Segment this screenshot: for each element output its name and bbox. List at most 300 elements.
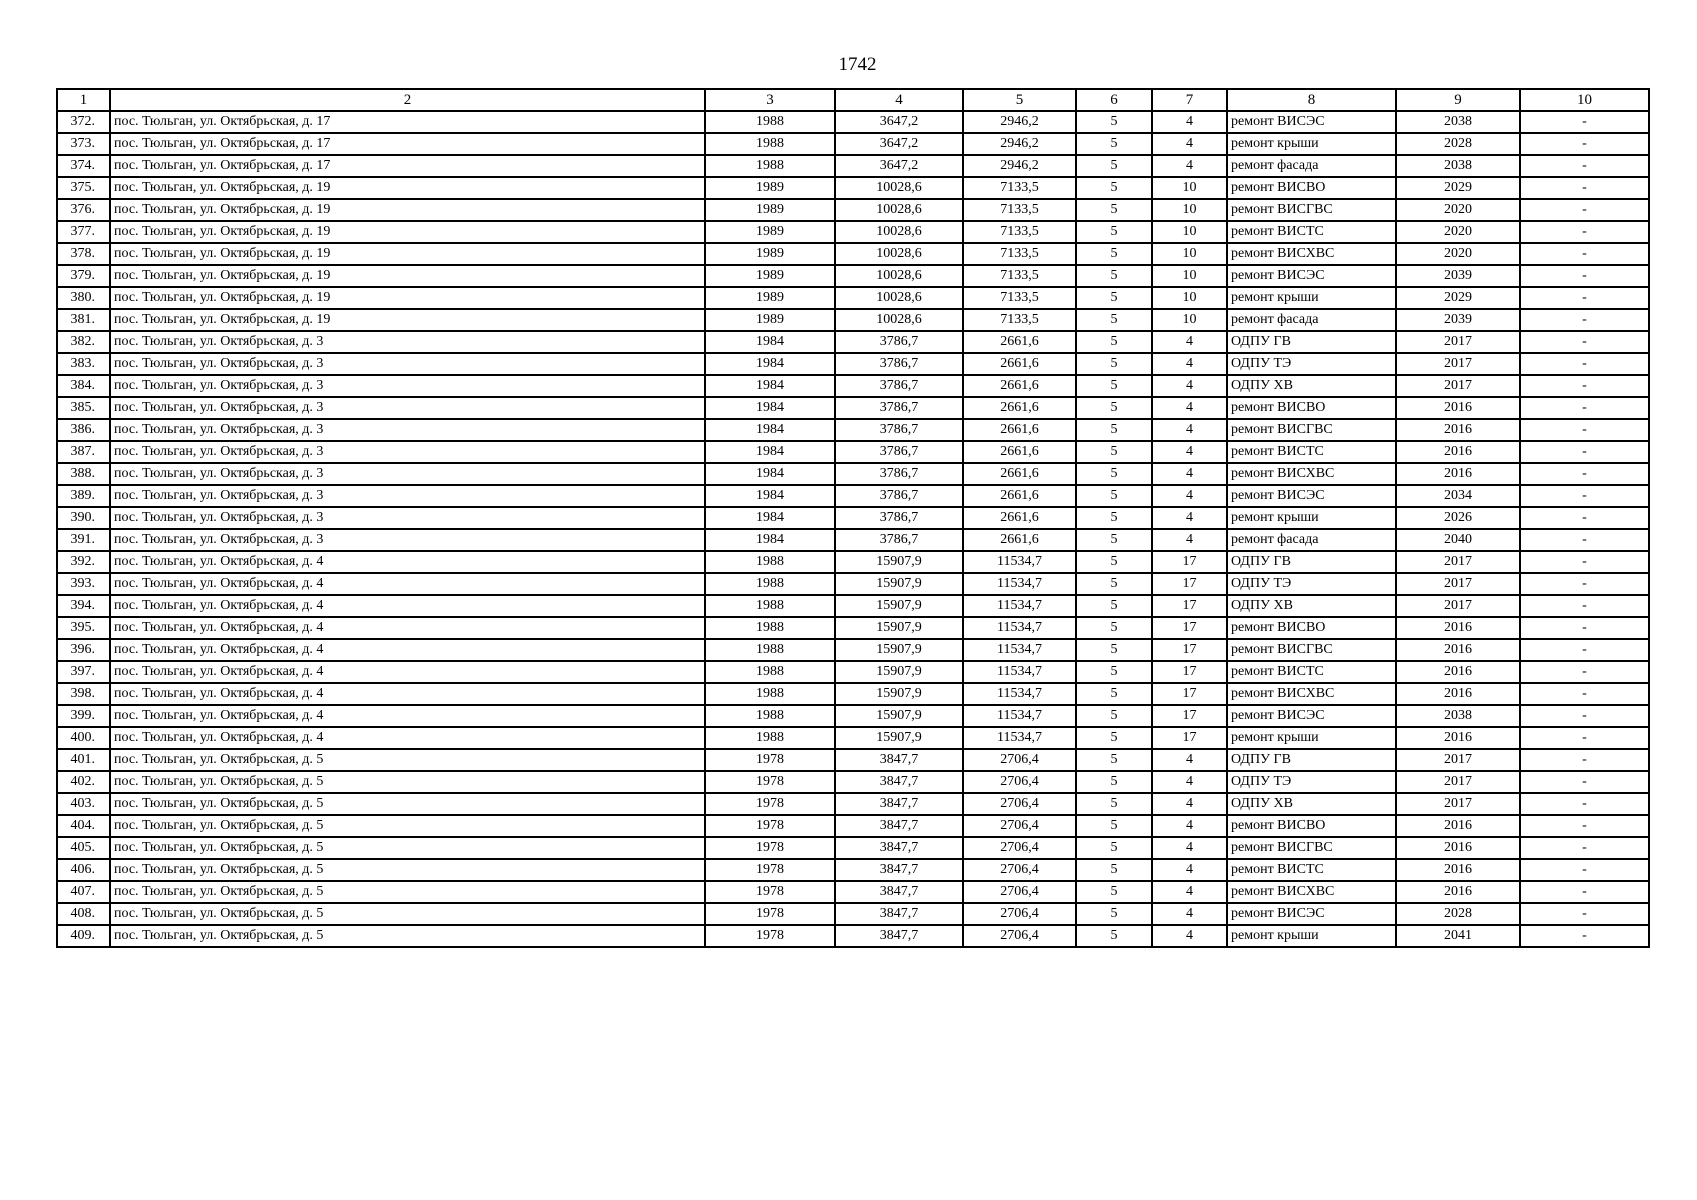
table-cell: 4	[1152, 529, 1227, 551]
table-cell: 2016	[1396, 881, 1520, 903]
table-cell: 17	[1152, 551, 1227, 573]
table-row	[57, 485, 1649, 507]
table-cell: 2016	[1396, 837, 1520, 859]
table-cell: 15907,9	[835, 661, 963, 683]
table-cell: 10	[1152, 243, 1227, 265]
table-row	[57, 507, 1649, 529]
table-cell: пос. Тюльган, ул. Октябрьская, д. 5	[110, 771, 705, 793]
table-cell: 10028,6	[835, 287, 963, 309]
table-cell: пос. Тюльган, ул. Октябрьская, д. 17	[110, 155, 705, 177]
table-cell: 2706,4	[963, 771, 1076, 793]
table-cell: ремонт ВИСТС	[1227, 661, 1396, 683]
table-row	[57, 529, 1649, 551]
column-header-10: 10	[1520, 89, 1649, 111]
table-cell: ОДПУ ХВ	[1227, 595, 1396, 617]
table-cell: 5	[1076, 177, 1152, 199]
table-cell: 3786,7	[835, 441, 963, 463]
table-cell: -	[1520, 903, 1649, 925]
table-cell: 3786,7	[835, 507, 963, 529]
table-cell: 7133,5	[963, 243, 1076, 265]
table-cell: ремонт ВИСТС	[1227, 221, 1396, 243]
table-cell: 5	[1076, 683, 1152, 705]
table-cell: -	[1520, 463, 1649, 485]
table-cell: 17	[1152, 683, 1227, 705]
table-cell: 397.	[57, 661, 110, 683]
table-row	[57, 177, 1649, 199]
table-cell: -	[1520, 309, 1649, 331]
table-cell: 7133,5	[963, 287, 1076, 309]
table-cell: 11534,7	[963, 573, 1076, 595]
table-cell: ремонт крыши	[1227, 133, 1396, 155]
table-cell: пос. Тюльган, ул. Октябрьская, д. 5	[110, 881, 705, 903]
table-cell: 3847,7	[835, 815, 963, 837]
table-cell: ремонт ВИСХВС	[1227, 243, 1396, 265]
table-cell: пос. Тюльган, ул. Октябрьская, д. 3	[110, 419, 705, 441]
table-cell: 4	[1152, 749, 1227, 771]
table-cell: 1984	[705, 529, 835, 551]
table-row	[57, 353, 1649, 375]
data-table	[56, 88, 1650, 948]
table-cell: пос. Тюльган, ул. Октябрьская, д. 5	[110, 859, 705, 881]
table-cell: 2661,6	[963, 463, 1076, 485]
table-cell: пос. Тюльган, ул. Октябрьская, д. 3	[110, 529, 705, 551]
table-cell: 10	[1152, 177, 1227, 199]
table-cell: пос. Тюльган, ул. Октябрьская, д. 19	[110, 221, 705, 243]
table-cell: ремонт ВИСХВС	[1227, 683, 1396, 705]
table-cell: ремонт ВИСЭС	[1227, 705, 1396, 727]
table-cell: 5	[1076, 837, 1152, 859]
column-header-4: 4	[835, 89, 963, 111]
table-cell: 407.	[57, 881, 110, 903]
table-cell: 5	[1076, 375, 1152, 397]
table-cell: 11534,7	[963, 727, 1076, 749]
table-cell: пос. Тюльган, ул. Октябрьская, д. 3	[110, 397, 705, 419]
table-cell: -	[1520, 397, 1649, 419]
table-cell: 4	[1152, 815, 1227, 837]
table-cell: 375.	[57, 177, 110, 199]
table-cell: 406.	[57, 859, 110, 881]
table-cell: 1978	[705, 881, 835, 903]
table-cell: ремонт крыши	[1227, 925, 1396, 947]
table-cell: 3847,7	[835, 881, 963, 903]
column-header-6: 6	[1076, 89, 1152, 111]
table-row	[57, 595, 1649, 617]
table-cell: ремонт ВИСТС	[1227, 441, 1396, 463]
table-cell: 2017	[1396, 771, 1520, 793]
table-cell: 4	[1152, 859, 1227, 881]
table-cell: 4	[1152, 903, 1227, 925]
table-cell: -	[1520, 617, 1649, 639]
table-cell: 2706,4	[963, 815, 1076, 837]
table-row	[57, 397, 1649, 419]
table-cell: 5	[1076, 309, 1152, 331]
table-cell: -	[1520, 111, 1649, 133]
table-cell: 1984	[705, 485, 835, 507]
table-cell: пос. Тюльган, ул. Октябрьская, д. 4	[110, 573, 705, 595]
table-cell: 11534,7	[963, 639, 1076, 661]
table-cell: 5	[1076, 705, 1152, 727]
table-cell: 5	[1076, 485, 1152, 507]
table-cell: 3786,7	[835, 529, 963, 551]
table-cell: 2706,4	[963, 903, 1076, 925]
table-cell: пос. Тюльган, ул. Октябрьская, д. 5	[110, 925, 705, 947]
table-cell: 373.	[57, 133, 110, 155]
table-cell: 1989	[705, 243, 835, 265]
table-cell: ОДПУ ГВ	[1227, 331, 1396, 353]
table-cell: 1978	[705, 859, 835, 881]
table-cell: -	[1520, 683, 1649, 705]
table-cell: 394.	[57, 595, 110, 617]
table-cell: пос. Тюльган, ул. Октябрьская, д. 19	[110, 309, 705, 331]
table-cell: 1984	[705, 441, 835, 463]
table-cell: -	[1520, 287, 1649, 309]
table-cell: 5	[1076, 507, 1152, 529]
table-cell: -	[1520, 133, 1649, 155]
table-cell: 4	[1152, 485, 1227, 507]
table-cell: 4	[1152, 881, 1227, 903]
table-cell: -	[1520, 507, 1649, 529]
table-cell: пос. Тюльган, ул. Октябрьская, д. 5	[110, 749, 705, 771]
table-cell: -	[1520, 727, 1649, 749]
table-cell: 2017	[1396, 793, 1520, 815]
table-cell: пос. Тюльган, ул. Октябрьская, д. 3	[110, 463, 705, 485]
table-cell: -	[1520, 177, 1649, 199]
column-header-2: 2	[110, 89, 705, 111]
table-cell: -	[1520, 551, 1649, 573]
table-row	[57, 573, 1649, 595]
table-cell: 3647,2	[835, 133, 963, 155]
table-row	[57, 111, 1649, 133]
table-row	[57, 903, 1649, 925]
table-row	[57, 309, 1649, 331]
table-cell: -	[1520, 221, 1649, 243]
table-cell: 1984	[705, 419, 835, 441]
table-cell: 5	[1076, 661, 1152, 683]
table-cell: 5	[1076, 441, 1152, 463]
table-row	[57, 661, 1649, 683]
table-cell: 3847,7	[835, 749, 963, 771]
table-cell: 2017	[1396, 551, 1520, 573]
table-cell: 2016	[1396, 463, 1520, 485]
table-cell: 5	[1076, 331, 1152, 353]
table-cell: -	[1520, 375, 1649, 397]
table-cell: 2946,2	[963, 133, 1076, 155]
table-cell: 5	[1076, 815, 1152, 837]
table-cell: 5	[1076, 793, 1152, 815]
table-cell: 388.	[57, 463, 110, 485]
table-cell: 1988	[705, 661, 835, 683]
table-cell: 2946,2	[963, 155, 1076, 177]
table-cell: 5	[1076, 353, 1152, 375]
table-cell: 15907,9	[835, 705, 963, 727]
table-cell: 5	[1076, 287, 1152, 309]
table-cell: пос. Тюльган, ул. Октябрьская, д. 5	[110, 837, 705, 859]
table-cell: 1989	[705, 265, 835, 287]
table-cell: 2017	[1396, 749, 1520, 771]
table-cell: 3847,7	[835, 925, 963, 947]
table-cell: 1988	[705, 727, 835, 749]
table-cell: 2016	[1396, 441, 1520, 463]
table-cell: -	[1520, 859, 1649, 881]
table-cell: 400.	[57, 727, 110, 749]
table-cell: 374.	[57, 155, 110, 177]
table-cell: 4	[1152, 419, 1227, 441]
table-cell: 2016	[1396, 397, 1520, 419]
table-cell: 4	[1152, 441, 1227, 463]
table-cell: 372.	[57, 111, 110, 133]
table-cell: 385.	[57, 397, 110, 419]
table-cell: пос. Тюльган, ул. Октябрьская, д. 19	[110, 199, 705, 221]
table-cell: -	[1520, 661, 1649, 683]
table-cell: -	[1520, 925, 1649, 947]
table-cell: 2016	[1396, 419, 1520, 441]
table-cell: 2034	[1396, 485, 1520, 507]
table-cell: 4	[1152, 771, 1227, 793]
table-cell: ремонт ВИСГВС	[1227, 199, 1396, 221]
table-cell: -	[1520, 155, 1649, 177]
table-cell: 3786,7	[835, 353, 963, 375]
table-cell: 4	[1152, 837, 1227, 859]
table-cell: 2029	[1396, 177, 1520, 199]
table-cell: 401.	[57, 749, 110, 771]
table-cell: 2020	[1396, 221, 1520, 243]
table-cell: 10028,6	[835, 243, 963, 265]
table-cell: 1988	[705, 705, 835, 727]
table-cell: -	[1520, 265, 1649, 287]
table-cell: 3786,7	[835, 463, 963, 485]
table-row	[57, 331, 1649, 353]
table-cell: 5	[1076, 155, 1152, 177]
table-cell: 3786,7	[835, 397, 963, 419]
table-cell: 2706,4	[963, 837, 1076, 859]
table-cell: ремонт ВИСГВС	[1227, 837, 1396, 859]
table-cell: 3847,7	[835, 793, 963, 815]
column-header-3: 3	[705, 89, 835, 111]
table-cell: 2041	[1396, 925, 1520, 947]
table-cell: ОДПУ ГВ	[1227, 551, 1396, 573]
table-cell: ОДПУ ХВ	[1227, 793, 1396, 815]
table-cell: 392.	[57, 551, 110, 573]
column-header-1: 1	[57, 89, 110, 111]
table-row	[57, 815, 1649, 837]
table-cell: 4	[1152, 507, 1227, 529]
table-cell: 2946,2	[963, 111, 1076, 133]
table-cell: 7133,5	[963, 177, 1076, 199]
table-body	[57, 111, 1649, 947]
table-cell: пос. Тюльган, ул. Октябрьская, д. 3	[110, 375, 705, 397]
table-cell: 380.	[57, 287, 110, 309]
table-cell: 2661,6	[963, 331, 1076, 353]
table-cell: 3647,2	[835, 155, 963, 177]
table-cell: 3847,7	[835, 903, 963, 925]
table-row	[57, 221, 1649, 243]
table-row	[57, 265, 1649, 287]
table-cell: 10	[1152, 199, 1227, 221]
table-cell: пос. Тюльган, ул. Октябрьская, д. 3	[110, 485, 705, 507]
page-number: 1742	[838, 54, 877, 75]
table-cell: 2661,6	[963, 397, 1076, 419]
table-cell: 409.	[57, 925, 110, 947]
table-row	[57, 133, 1649, 155]
table-cell: 402.	[57, 771, 110, 793]
table-cell: 2017	[1396, 353, 1520, 375]
table-cell: 4	[1152, 155, 1227, 177]
table-cell: 5	[1076, 221, 1152, 243]
table-cell: 1988	[705, 155, 835, 177]
table-cell: 389.	[57, 485, 110, 507]
table-cell: -	[1520, 793, 1649, 815]
table-cell: 7133,5	[963, 221, 1076, 243]
table-cell: 2016	[1396, 683, 1520, 705]
table-cell: 1978	[705, 771, 835, 793]
table-cell: 1989	[705, 177, 835, 199]
table-cell: 1978	[705, 793, 835, 815]
table-cell: пос. Тюльган, ул. Октябрьская, д. 4	[110, 683, 705, 705]
table-cell: ОДПУ ТЭ	[1227, 573, 1396, 595]
table-cell: пос. Тюльган, ул. Октябрьская, д. 19	[110, 287, 705, 309]
table-cell: пос. Тюльган, ул. Октябрьская, д. 5	[110, 793, 705, 815]
table-cell: 5	[1076, 397, 1152, 419]
table-row	[57, 749, 1649, 771]
table-cell: 2661,6	[963, 375, 1076, 397]
table-cell: 5	[1076, 727, 1152, 749]
table-cell: 2038	[1396, 705, 1520, 727]
table-cell: 387.	[57, 441, 110, 463]
column-header-5: 5	[963, 89, 1076, 111]
table-row	[57, 837, 1649, 859]
table-cell: пос. Тюльган, ул. Октябрьская, д. 4	[110, 639, 705, 661]
table-cell: 10028,6	[835, 177, 963, 199]
table-cell: 1988	[705, 617, 835, 639]
table-cell: 379.	[57, 265, 110, 287]
table-cell: 3786,7	[835, 331, 963, 353]
table-cell: 2016	[1396, 617, 1520, 639]
table-cell: 11534,7	[963, 661, 1076, 683]
table-cell: 2029	[1396, 287, 1520, 309]
table-cell: 381.	[57, 309, 110, 331]
table-row	[57, 441, 1649, 463]
table-cell: -	[1520, 331, 1649, 353]
table-cell: 1989	[705, 287, 835, 309]
table-cell: 5	[1076, 595, 1152, 617]
table-cell: пос. Тюльган, ул. Октябрьская, д. 19	[110, 265, 705, 287]
table-cell: ремонт ВИСВО	[1227, 397, 1396, 419]
table-cell: -	[1520, 595, 1649, 617]
table-row	[57, 155, 1649, 177]
table-cell: 1988	[705, 111, 835, 133]
table-cell: ремонт фасада	[1227, 529, 1396, 551]
table-cell: 15907,9	[835, 573, 963, 595]
table-row	[57, 705, 1649, 727]
table-cell: 3786,7	[835, 485, 963, 507]
table-cell: 11534,7	[963, 683, 1076, 705]
table-cell: -	[1520, 419, 1649, 441]
table-cell: пос. Тюльган, ул. Октябрьская, д. 4	[110, 705, 705, 727]
table-cell: 11534,7	[963, 705, 1076, 727]
table-cell: 2017	[1396, 375, 1520, 397]
table-cell: пос. Тюльган, ул. Октябрьская, д. 4	[110, 551, 705, 573]
table-cell: 1978	[705, 837, 835, 859]
table-cell: 2706,4	[963, 793, 1076, 815]
table-cell: 403.	[57, 793, 110, 815]
table-cell: 5	[1076, 639, 1152, 661]
table-cell: 4	[1152, 925, 1227, 947]
table-cell: 5	[1076, 111, 1152, 133]
table-cell: 2038	[1396, 155, 1520, 177]
table-cell: 1988	[705, 133, 835, 155]
table-cell: 5	[1076, 419, 1152, 441]
table-cell: 2020	[1396, 199, 1520, 221]
table-cell: ремонт ВИСЭС	[1227, 265, 1396, 287]
table-cell: пос. Тюльган, ул. Октябрьская, д. 19	[110, 177, 705, 199]
table-cell: 2661,6	[963, 529, 1076, 551]
column-header-9: 9	[1396, 89, 1520, 111]
table-cell: 399.	[57, 705, 110, 727]
table-cell: -	[1520, 881, 1649, 903]
table-cell: 11534,7	[963, 551, 1076, 573]
table-cell: 17	[1152, 595, 1227, 617]
table-cell: 404.	[57, 815, 110, 837]
table-cell: 2038	[1396, 111, 1520, 133]
table-cell: 2661,6	[963, 419, 1076, 441]
table-cell: -	[1520, 441, 1649, 463]
table-cell: 3847,7	[835, 859, 963, 881]
table-cell: пос. Тюльган, ул. Октябрьская, д. 4	[110, 661, 705, 683]
table-cell: 10028,6	[835, 221, 963, 243]
table-cell: ремонт крыши	[1227, 287, 1396, 309]
table-cell: 1984	[705, 331, 835, 353]
table-cell: пос. Тюльган, ул. Октябрьская, д. 3	[110, 441, 705, 463]
table-cell: 15907,9	[835, 683, 963, 705]
table-row	[57, 683, 1649, 705]
table-cell: 2039	[1396, 265, 1520, 287]
table-cell: 5	[1076, 573, 1152, 595]
table-cell: 5	[1076, 771, 1152, 793]
table-cell: ремонт ВИСТС	[1227, 859, 1396, 881]
table-cell: 15907,9	[835, 551, 963, 573]
table-cell: 5	[1076, 529, 1152, 551]
table-cell: -	[1520, 529, 1649, 551]
table-cell: 15907,9	[835, 639, 963, 661]
table-cell: ремонт фасада	[1227, 155, 1396, 177]
table-cell: 1988	[705, 573, 835, 595]
table-cell: 1978	[705, 815, 835, 837]
table-cell: 10	[1152, 287, 1227, 309]
table-cell: ремонт ВИСЭС	[1227, 111, 1396, 133]
table-cell: ремонт ВИСГВС	[1227, 639, 1396, 661]
table-cell: 17	[1152, 573, 1227, 595]
table-cell: ОДПУ ГВ	[1227, 749, 1396, 771]
table-row	[57, 771, 1649, 793]
table-cell: 1989	[705, 199, 835, 221]
table-cell: 17	[1152, 617, 1227, 639]
table-cell: 5	[1076, 881, 1152, 903]
table-row	[57, 859, 1649, 881]
table-cell: 391.	[57, 529, 110, 551]
table-cell: пос. Тюльган, ул. Октябрьская, д. 3	[110, 353, 705, 375]
table-row	[57, 375, 1649, 397]
table-cell: 4	[1152, 463, 1227, 485]
table-cell: 17	[1152, 727, 1227, 749]
table-cell: -	[1520, 485, 1649, 507]
table-cell: 10028,6	[835, 309, 963, 331]
table-cell: 2028	[1396, 903, 1520, 925]
table-cell: 10	[1152, 265, 1227, 287]
table-cell: 3786,7	[835, 419, 963, 441]
table-cell: 4	[1152, 133, 1227, 155]
table-cell: ОДПУ ТЭ	[1227, 353, 1396, 375]
table-cell: -	[1520, 199, 1649, 221]
